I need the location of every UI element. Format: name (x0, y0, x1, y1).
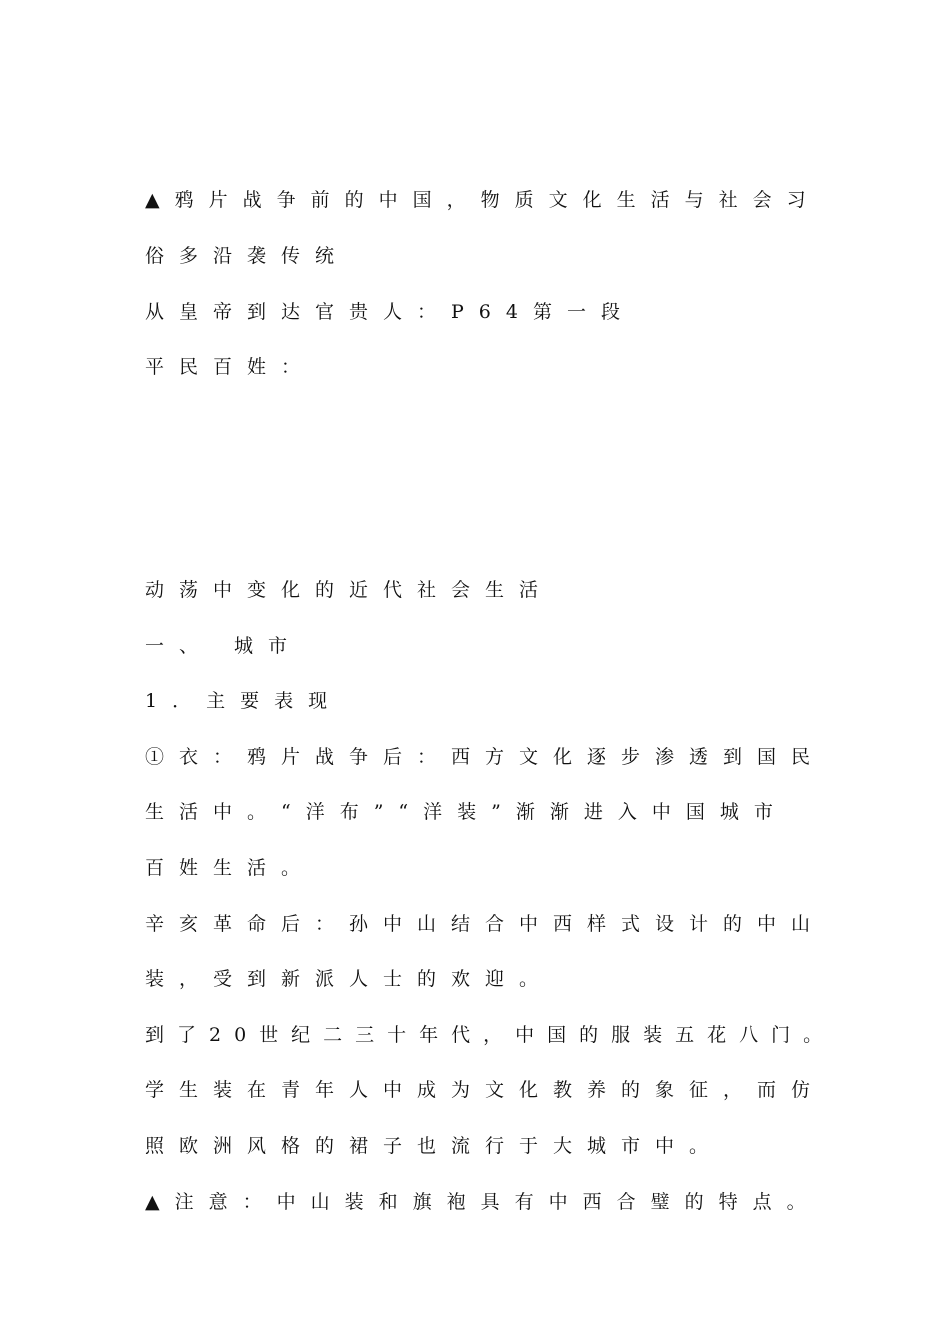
note-line: ▲注意：中山装和旗袍具有中西合璧的特点。 (145, 1191, 821, 1213)
text-line-2: 俗多沿袭传统 (145, 245, 350, 267)
text-line-14: 学生装在青年人中成为文化教养的象征，而仿 (145, 1079, 826, 1101)
text-line-4: 平民百姓： (145, 356, 316, 378)
heading-city: 一、 城市 (145, 635, 303, 657)
text-line-9: 生活中。“洋布”“洋装”渐渐进入中国城市 (145, 801, 788, 823)
text-line-12: 装，受到新派人士的欢迎。 (145, 968, 554, 990)
text-line-11: 辛亥革命后：孙中山结合中西样式设计的中山 (145, 913, 826, 935)
heading-main-performance: 1．主要表现 (145, 690, 343, 712)
text-line-10: 百姓生活。 (145, 857, 316, 879)
text-line-3: 从皇帝到达官贵人：P64第一段 (145, 301, 635, 323)
text-line-13: 到了20世纪二三十年代，中国的服装五花八门。 (145, 1024, 836, 1046)
text-line-1: ▲鸦片战争前的中国，物质文化生活与社会习 (145, 189, 821, 211)
section-title: 动荡中变化的近代社会生活 (145, 579, 554, 601)
text-line-8: ①衣：鸦片战争后：西方文化逐步渗透到国民 (145, 746, 826, 768)
text-line-15: 照欧洲风格的裙子也流行于大城市中。 (145, 1135, 724, 1157)
